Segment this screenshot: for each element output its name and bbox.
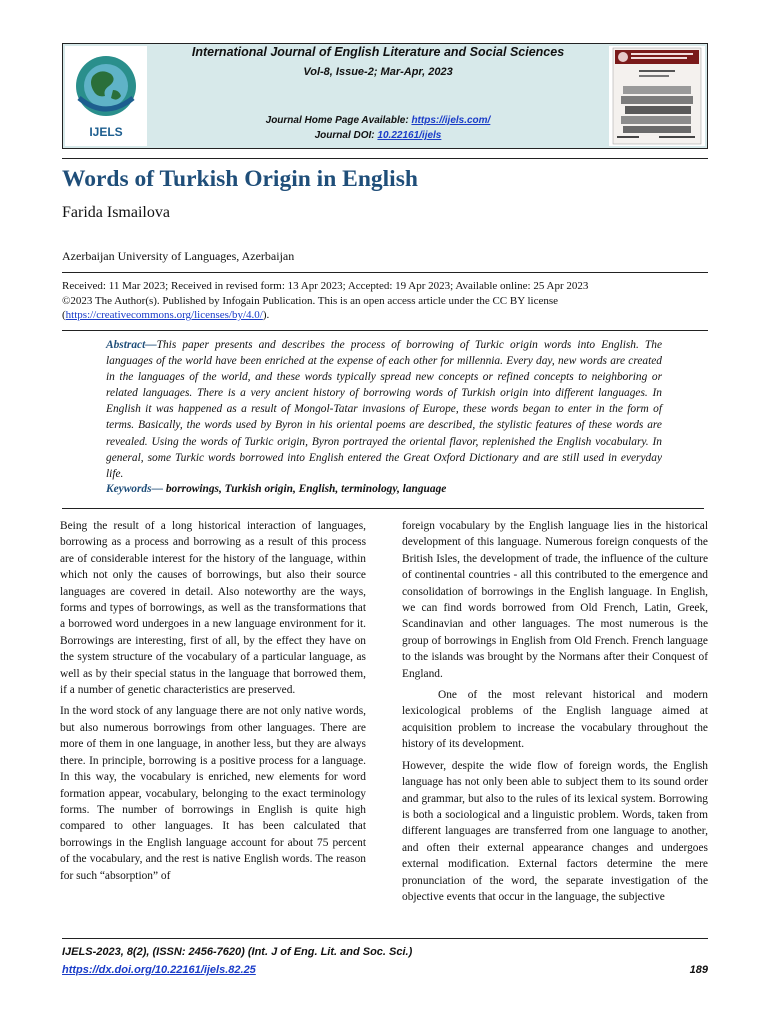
- article-dates: Received: 11 Mar 2023; Received in revised form: 13 Apr 2023; Accepted: 19 Apr 2023; Available online: 25 Apr 2023: [62, 280, 589, 292]
- journal-cover-image: [609, 46, 705, 146]
- meta-bottom-rule: [62, 330, 708, 331]
- body-paragraph: One of the most relevant historical and modern lexicological problems of the English language aimed at acquisition problem to increase the vocabulary throughout the history of its development.: [402, 689, 708, 751]
- journal-logo: [65, 46, 147, 146]
- journal-title: International Journal of English Literature and Social Sciences: [191, 45, 565, 59]
- copyright-notice: ©2023 The Author(s). Published by Infogain Publication. This is an open access article under the CC BY license: [62, 294, 559, 307]
- abstract: [106, 337, 662, 482]
- keywords-list: borrowings, Turkish origin, English, terminology, language: [165, 483, 447, 495]
- journal-doi-link[interactable]: 10.22161/ijels: [377, 130, 442, 141]
- body-paragraph: However, despite the wide flow of foreign words, the English language has not only been able to subject them to its sound order and grammar, but also to the rules of its lexical system. Borrowing is both a sociological and a linguistic problem. Words, taken from different languages are transferred from one language to another, and often their external appearance changes and undergoes external modification. External factors determine the mere pronunciation of the word, the separate investigation of the objective events that occur in the language, the subjective: [402, 759, 708, 903]
- page-number: 189: [689, 964, 708, 976]
- license-link[interactable]: https://creativecommons.org/licenses/by/4.0/: [65, 309, 263, 321]
- keywords-label: Keywords—: [106, 483, 166, 495]
- journal-header: [62, 43, 708, 149]
- author-affiliation: Azerbaijan University of Languages, Azerbaijan: [62, 249, 295, 263]
- article-meta: [62, 279, 708, 323]
- abstract-label: Abstract—: [106, 339, 157, 351]
- article-title: Words of Turkish Origin in English: [62, 166, 418, 192]
- footer-doi-link[interactable]: https://dx.doi.org/10.22161/ijels.82.25: [62, 964, 256, 976]
- abstract-text: This paper presents and describes the process of borrowing of Turkic origin words into English. The languages of the world have been enriched at the expense of each other for millennia. Every day, new words are created in the languages of the world, and these words typically spread new concepts or refined concepts to neighboring or related languages. There is a very ancient history of borrowing words of Turkish origin into different languages. In English it was happened as a result of Mongol-Tatar invasions of Europe, these words began to enter in the form of terms. Basically, the words used by Byron in his oriental poems are described, the stylistic features of these words are revealed. Using the words of Turkic origin, Byron portrayed the oriental flavor, replenished the English vocabulary. In general, some Turkic words borrowed into English entered the Great Oxford Dictionary and are still used in everyday life.: [106, 339, 662, 480]
- footer-rule: [62, 938, 708, 939]
- license-line: (https://creativecommons.org/licenses/by/4.0/).: [62, 309, 270, 321]
- body-right-column: [402, 518, 708, 910]
- meta-top-rule: [62, 272, 708, 273]
- keywords: [106, 483, 446, 495]
- abstract-rule: [62, 508, 704, 509]
- header-rule: [62, 158, 708, 159]
- homepage-link[interactable]: https://ijels.com/: [411, 115, 491, 126]
- journal-volume: Vol-8, Issue-2; Mar-Apr, 2023: [303, 66, 453, 78]
- journal-homepage: Journal Home Page Available: https://ijels.com/: [265, 115, 491, 126]
- author-name: Farida Ismailova: [62, 204, 170, 221]
- body-paragraph: Being the result of a long historical interaction of languages, borrowing as a process and borrowing as a result of this process are of considerable interest for the history of the language, within which not only the causes of borrowings, but also their source languages are covered in detail. Also noteworthy are the ways, forms and types of borrowings, as well as the transformations that a borrowed word undergoes in a new language environment for it. Borrowings are interesting, first of all, by the effect they have on the system structure of the vocabulary of a particular language, as well as by their special status in the language that borrowed them, if a number of genetic characteristics are preserved.: [60, 520, 366, 697]
- footer-citation: IJELS-2023, 8(2), (ISSN: 2456-7620) (Int. J of Eng. Lit. and Soc. Sci.): [62, 946, 413, 958]
- logo-text: IJELS: [89, 125, 123, 139]
- body-paragraph: foreign vocabulary by the English language lies in the historical development of this language. Numerous foreign conquests of the British Isles, the development of trade, the influence of the culture of continental countries - all this contributed to the emergence and consolidation of borrowings in the English language. In English, we can find words borrowed from Old French, Latin, Greek, Scandinavian and other languages. The most numerous is the group of borrowings in English from Old French. French language to the islands was brought by the Normans after their Conquest of England.: [402, 520, 708, 680]
- journal-doi: Journal DOI: 10.22161/ijels: [314, 130, 442, 141]
- body-left-column: [60, 518, 366, 889]
- body-paragraph: In the word stock of any language there are not only native words, but also numerous borrowings from other languages. There are more of them in one language, in another less, but they are always there. In principle, borrowing is a positive process for a language. In this way, the vocabulary is enriched, new elements for word formation appear, vocabulary, belonging to the exact terminology forms. The number of borrowings in English is quite high compared to other languages. It has been calculated that borrowings in the English language account for about 75 percent of the vocabulary, and the rest is native English words. The reason for such “absorption” of: [60, 705, 366, 882]
